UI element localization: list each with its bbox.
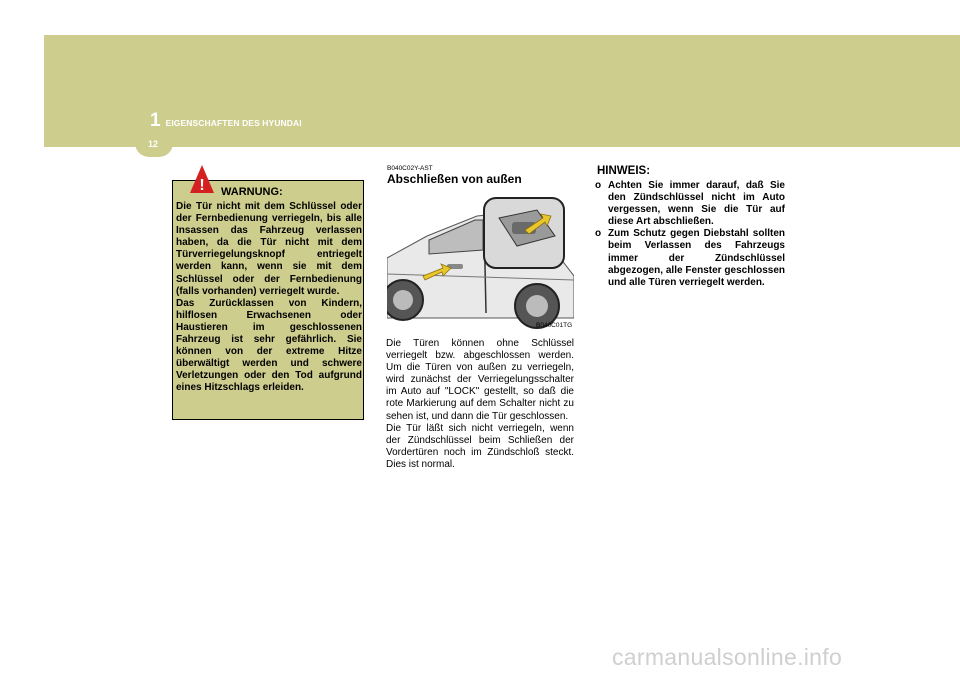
chapter-title: EIGENSCHAFTEN DES HYUNDAI <box>165 118 302 128</box>
chapter-number: 1 <box>150 110 161 131</box>
hinweis-title: HINWEIS: <box>597 165 651 177</box>
section-body: Die Türen können ohne Schlüssel verriegelt bzw. abgeschlossen werden. Um die Türen von außen zu verriegeln, wird zunächst der Verriegelungsschalter im Auto auf "LOCK" gestellt, so daß die rote Markierung auf dem Schalter nicht zu sehen ist, und dann die Tür geschlossen. Die Tür läßt sich nicht verriegeln, wenn der Zündschlüssel beim Schließen der Vordertüren noch im Zündschloß steckt. Dies ist normal. <box>386 338 574 470</box>
hinweis-list <box>595 180 785 289</box>
watermark: carmanualsonline.info <box>612 644 843 670</box>
bullet: o <box>595 180 602 191</box>
page-number: 12 <box>147 139 158 149</box>
hinweis-item-text: Zum Schutz gegen Diebstahl sollten beim Verlassen des Fahrzeugs immer der Zündschlüssel abgezogen, alle Fenster geschlossen und alle Türen verriegelt werden. <box>608 228 785 288</box>
header-band <box>44 35 960 147</box>
section-code: B040C02Y-AST <box>387 165 433 172</box>
warning-text: Die Tür nicht mit dem Schlüssel oder der Fernbedienung verriegeln, bis alle Insassen das Fahrzeug verlassen haben, da die Tür nicht mit dem Türverriegelungsknopf entriegelt werden kann, wenn sie mit dem Schlüssel oder der Fernbedienung (falls vorhanden) verriegelt wurde. Das Zurücklassen von Kindern, hilflosen Erwachsenen oder Haustieren im geschlossenen Fahrzeug ist sehr gefährlich. Sie können von der extreme Hitze überwältigt werden und schwere Verletzungen oder den Tod aufgrund eines Hitzschlags erleiden. <box>176 201 362 394</box>
svg-text:!: ! <box>199 177 205 194</box>
figure-code: B040C01TG <box>536 322 573 329</box>
chapter-heading <box>150 110 302 130</box>
exclamation-triangle-icon <box>189 164 215 194</box>
section-title: Abschließen von außen <box>387 172 522 186</box>
warning-title: WARNUNG: <box>221 186 283 198</box>
page-number-tab <box>135 135 173 157</box>
hinweis-item <box>595 180 785 228</box>
car-door-illustration <box>387 188 574 331</box>
hinweis-item <box>595 228 785 288</box>
hinweis-item-text: Achten Sie immer darauf, daß Sie den Zündschlüssel nicht im Auto vergessen, wenn Sie die Tür auf diese Art abschließen. <box>608 180 785 228</box>
bullet: o <box>595 228 602 240</box>
